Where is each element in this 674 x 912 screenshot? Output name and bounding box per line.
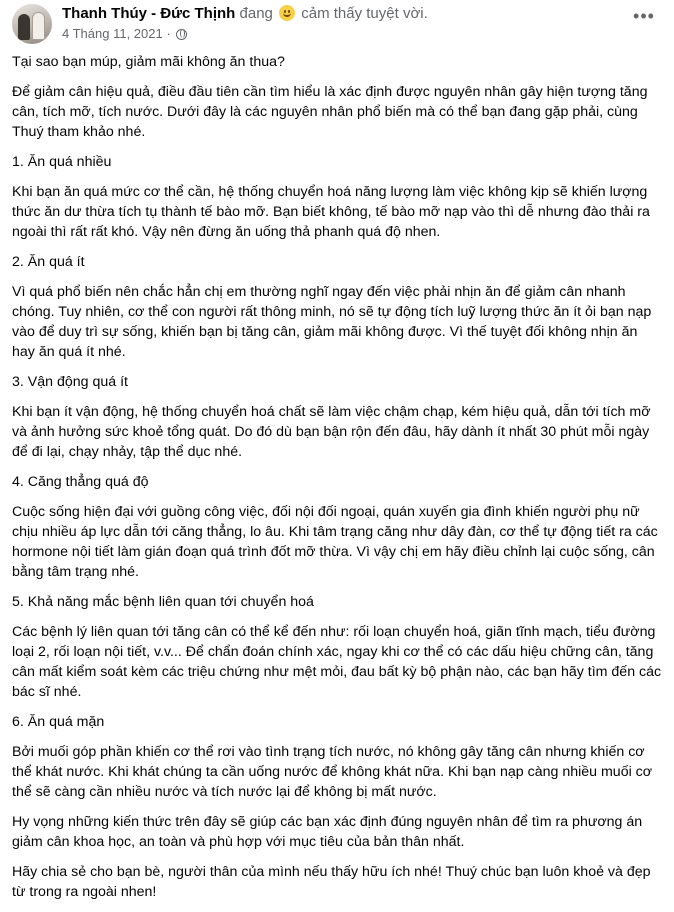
post-body xyxy=(12,52,664,912)
avatar[interactable] xyxy=(12,4,52,44)
post-paragraph: Cuộc sống hiện đại với guồng công việc, đối nội đối ngoại, quán xuyến gia đình khiến người phụ nữ chịu nhiều áp lực dẫn tới căng thẳng, lo âu. Khi tâm trạng căng như dây đàn, cơ thể tự động tiết ra các hormone nội tiết làm gián đoạn quá trình đốt mỡ thừa. Vì vậy chị em hãy điều chỉnh lại cuộc sống, cân bằng tâm trạng nhé. xyxy=(12,504,658,580)
post-paragraph: Khi bạn ít vận động, hệ thống chuyển hoá chất sẽ làm việc chậm chạp, kém hiệu quả, dẫn tới tích mỡ và ảnh hưởng sức khoẻ tổng quát. Do đó dù bạn bận rộn đến đâu, hãy dành ít nhất 30 phút mỗi ngày để đi lại, chạy nhảy, tập thể dục nhé. xyxy=(12,404,651,460)
post-paragraph: Khi bạn ăn quá mức cơ thể cần, hệ thống chuyển hoá năng lượng làm việc không kịp sẽ khiến lượng thức ăn dư thừa tích tụ thành tế bào mỡ. Bạn biết không, tế bào mỡ nạp vào thì dễ nhưng đào thải ra ngoài thì rất rất khó. Vậy nên đừng ăn uống thả phanh quá độ nhen. xyxy=(12,184,650,240)
post-paragraph: Tại sao bạn múp, giảm mãi không ăn thua? xyxy=(12,54,285,70)
section-heading: 6. Ăn quá mặn xyxy=(12,714,105,730)
section-heading: 2. Ăn quá ít xyxy=(12,254,85,270)
post-paragraph: Để giảm cân hiệu quả, điều đầu tiên cần tìm hiểu là xác định được nguyên nhân gây hiện tượng tăng cân, tích mỡ, tích nước. Dưới đây là các nguyên nhân phổ biến mà có thể bạn đang gặp phải, cùng Thuý tham khảo nhé. xyxy=(12,84,648,140)
post-paragraph: Hy vọng những kiến thức trên đây sẽ giúp các bạn xác định đúng nguyên nhân để tìm ra phương án giảm cân khoa học, an toàn và phù hợp với mục tiêu của bản thân nhất. xyxy=(12,814,643,850)
post-meta xyxy=(62,26,187,41)
feeling-text: cảm thấy tuyệt vời. xyxy=(301,5,428,22)
feeling-prefix: đang xyxy=(239,5,273,22)
section-heading: 3. Vận động quá ít xyxy=(12,374,128,390)
post-title-line xyxy=(62,5,428,22)
section-heading: 5. Khả năng mắc bệnh liên quan tới chuyển hoá xyxy=(12,594,314,610)
post-date[interactable]: 4 Tháng 11, 2021 xyxy=(62,26,163,41)
post-paragraph: Các bệnh lý liên quan tới tăng cân có thể kể đến như: rối loạn chuyển hoá, giãn tĩnh mạch, tiểu đường loại 2, rối loạn nội tiết, v.v... Để chẩn đoán chính xác, ngay khi cơ thể có các dấu hiệu chững cân, tăng cân mất kiểm soát kèm các triệu chứng như mệt mỏi, đau bất kỳ bộ phận nào, các bạn hãy tìm đến các bác sĩ nhé. xyxy=(12,624,662,700)
section-heading: 4. Căng thẳng quá độ xyxy=(12,474,149,490)
author-name[interactable]: Thanh Thúy - Đức Thịnh xyxy=(62,5,236,22)
section-heading: 1. Ăn quá nhiều xyxy=(12,154,112,170)
post-paragraph: Vì quá phổ biến nên chắc hẳn chị em thường nghĩ ngay đến việc phải nhịn ăn để giảm cân nhanh chóng. Tuy nhiên, cơ thể con người rất thông minh, nó sẽ tự động tích luỹ lượng thức ăn ít ỏi bạn nạp vào để duy trì sự sống, khiến bạn bị tăng cân, giảm mãi không được. Vì thế tuyệt đối không nhịn ăn hay ăn quá ít nhé. xyxy=(12,284,652,360)
post-paragraph: Bởi muối góp phần khiến cơ thể rơi vào tình trạng tích nước, nó không gây tăng cân nhưng khiến cơ thể khát nước. Khi khát chúng ta cần uống nước để không khát nữa. Khi bạn nạp càng nhiều muối cơ thể sẽ càng cần nhiều nước và tích nước lại để không bị mất nước. xyxy=(12,744,653,800)
globe-icon[interactable] xyxy=(176,29,187,40)
post-header xyxy=(12,4,662,44)
meta-separator: · xyxy=(166,26,171,41)
smiling-face-icon xyxy=(279,5,295,21)
post-paragraph: Hãy chia sẻ cho bạn bè, người thân của mình nếu thấy hữu ích nhé! Thuý chúc bạn luôn khoẻ và đẹp từ trong ra ngoài nhen! xyxy=(12,864,651,900)
more-options-button[interactable]: ••• xyxy=(633,6,655,26)
